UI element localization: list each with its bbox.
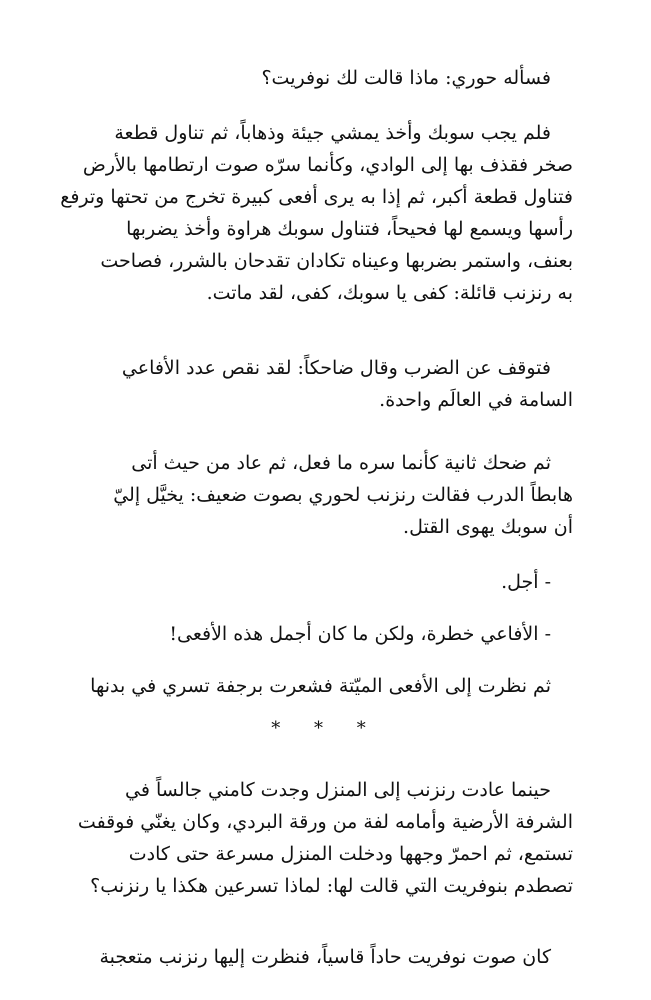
text-line: كان صوت نوفريت حاداً قاسياً، فنظرت إليها رنزنب متعجبة [99,946,551,968]
text-line: - أجل. [501,571,551,593]
paragraph-5 [75,670,573,702]
text-line: أن سوبك يهوى القتل. [403,516,573,538]
paragraph-3 [75,352,573,416]
text-line: - الأفاعي خطرة، ولكن ما كان أجمل هذه الأفعى! [169,623,551,645]
text-line: بعنف، واستمر بضربها وعيناه تكادان تقدحان بالشرر، فصاحت [100,250,573,272]
text-line: حينما عادت رنزنب إلى المنزل وجدت كامني جالساً في [125,779,551,801]
text-line: فتناول قطعة أكبر، ثم إذا به يرى أفعى كبيرة تخرج من تحتها وترفع [60,186,573,208]
text-line: فسأله حوري: ماذا قالت لك نوفريت؟ [261,67,551,89]
paragraph-7 [75,941,573,973]
text-line: ثم نظرت إلى الأفعى الميّتة فشعرت برجفة تسري في بدنها [90,675,551,697]
text-line: السامة في العالَم واحدة. [379,389,573,411]
text-line: فتوقف عن الضرب وقال ضاحكاً: لقد نقص عدد الأفاعي [121,357,551,379]
text-line: به رنزنب قائلة: كفى يا سوبك، كفى، لقد ماتت. [206,282,573,304]
dialogue-line-2 [75,618,573,650]
paragraph-6 [75,774,573,902]
text-line: صخر فقذف بها إلى الوادي، وكأنما سرّه صوت ارتطامها بالأرض [82,154,573,176]
text-line: هابطاً الدرب فقالت رنزنب لحوري بصوت ضعيف: يخيَّل إليّ [113,484,573,506]
text-line: رأسها ويسمع لها فحيحاً، فتناول سوبك هراوة وأخذ يضربها [126,218,573,240]
dialogue-line-1 [75,566,573,598]
paragraph-4 [75,447,573,543]
text-line: تصطدم بنوفريت التي قالت لها: لماذا تسرعين هكذا يا رنزنب؟ [90,875,573,897]
section-separator: * * * [271,718,380,739]
text-line: الشرفة الأرضية وأمامه لفة من ورقة البردي، وكان يغنّي فوقفت [77,811,573,833]
text-line: فلم يجب سوبك وأخذ يمشي جيئة وذهاباً، ثم تناول قطعة [114,122,551,144]
paragraph-2 [60,117,573,309]
paragraph-1 [75,62,573,94]
text-line: تستمع، ثم احمرّ وجهها ودخلت المنزل مسرعة حتى كادت [128,843,573,865]
text-line: ثم ضحك ثانية كأنما سره ما فعل، ثم عاد من حيث أتى [131,452,551,474]
